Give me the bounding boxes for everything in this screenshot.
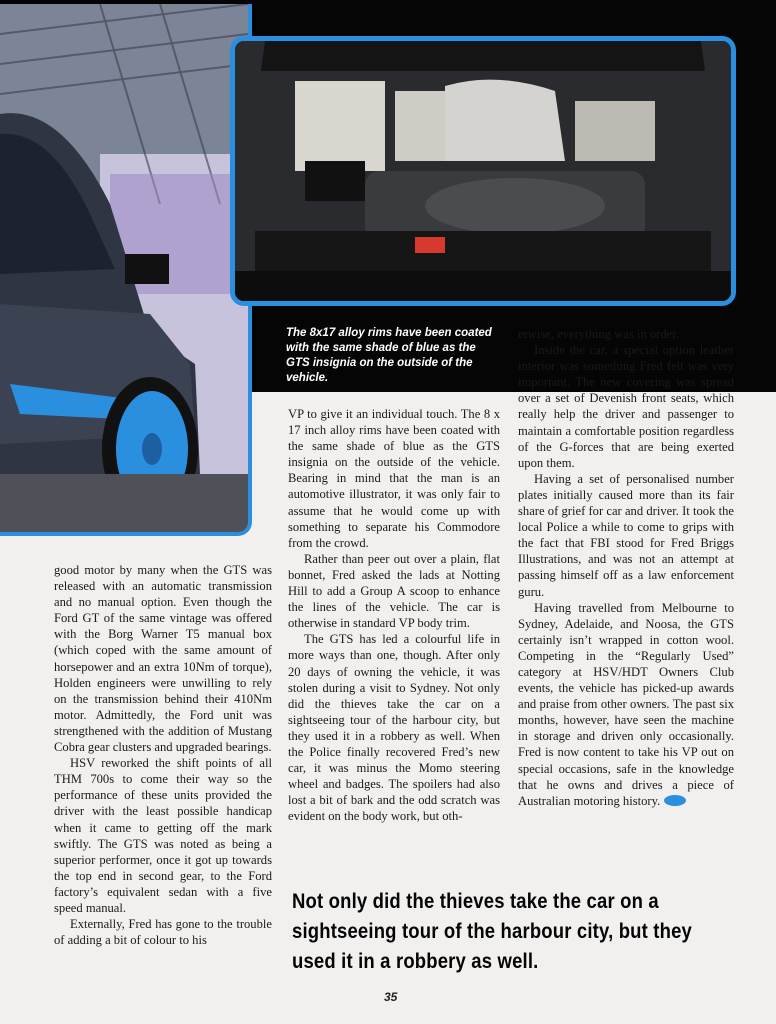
paragraph-last <box>518 600 734 809</box>
car-illustration <box>0 4 248 532</box>
paragraph: VP to give it an individual touch. The 8 x 17 inch alloy rims have been coated with the same shade of blue as the GTS insignia on the outside of the vehicle. Bearing in mind that the man is an automotive illustrator, it was only fair to assume that he would come up with something to separate his Commodore from the crowd. <box>288 407 500 550</box>
paragraph-text: Having travelled from Melbourne to Sydney, Adelaide, and Noosa, the GTS certainly isn’t wrapped in cotton wool. Competing in the “Regularly Used” category at HSV/HDT Owners Club events, the vehicle has picked-up awards and praise from other owners. The past six months, however, have seen the machine in storage and driven only occasionally. Fred is now content to take his VP out on special occasions, safe in the knowledge that he owns and drives a piece of Australian motoring history. <box>518 600 734 808</box>
text-column-1 <box>54 562 272 948</box>
engine-bay-photo <box>230 36 736 306</box>
paragraph: HSV reworked the shift points of all THM 700s to come their way so the performance of these units provided the driver with the least possible handicap when it came to getting off the mark swiftly. The GTS was noted as being a superior performer, once it got up towards the top end in second gear, to the Ford factory’s equivalent sedan with a five speed manual. <box>54 756 272 915</box>
text-column-2 <box>288 406 500 824</box>
paragraph: Rather than peer out over a plain, flat bonnet, Fred asked the lads at Notting Hill to add a Group A scoop to enhance the lines of the vehicle. The car is otherwise in standard VP body trim. <box>288 551 500 631</box>
page-number: 35 <box>384 990 398 1004</box>
photo-caption: The 8x17 alloy rims have been coated with the same shade of blue as the GTS insignia on the outside of the vehicle. <box>272 316 508 392</box>
end-mark-icon <box>664 795 686 806</box>
paragraph: good motor by many when the GTS was released with an automatic transmission and no manual option. Even though the Ford GT of the same vintage was offered with the Borg Warner T5 manual box (which coped with the same amount of horsepower and an extra 10Nm of torque), Holden engineers were unwilling to rely on the transmission behind their 410Nm motor. Admittedly, the Ford unit was strengthened with the addition of Mustang Cobra gear clusters and upgraded bearings. <box>54 563 272 755</box>
engine-illustration <box>235 41 731 301</box>
car-side-photo <box>0 4 252 536</box>
paragraph: Externally, Fred has gone to the trouble of adding a bit of colour to his <box>54 917 272 948</box>
pull-quote: Not only did the thieves take the car on a sightseeing tour of the harbour city, but they used it in a robbery as well. <box>292 889 692 973</box>
paragraph: erwise, everything was in order. <box>518 327 679 341</box>
paragraph: The GTS has led a colourful life in more ways than one, though. After only 20 days of owning the vehicle, it was stolen during a visit to Sydney. Not only did the thieves take the car on a sightseeing tour of the harbour city, but they used it in a robbery as well. When the Police finally recovered Fred’s new car, it was minus the Momo steering wheel and badges. The spoilers had also lost a bit of bark and the odd scratch was evident on the body work, but oth- <box>288 632 500 824</box>
paragraph: Inside the car, a special option leather interior was something Fred felt was very important. The new covering was spread over a set of Devenish front seats, which really help the driver and passenger to maintain a comfortable position regardless of the G-forces that are being exerted upon them. <box>518 343 734 470</box>
text-column-3 <box>518 326 734 809</box>
paragraph: Having a set of personalised number plates initially caused more than its fair share of grief for car and driver. It took the local Police a while to come to grips with the fact that FBI stood for Fred Briggs Illustrations, and was not an attempt at passing himself off as a law enforcement guru. <box>518 471 734 599</box>
